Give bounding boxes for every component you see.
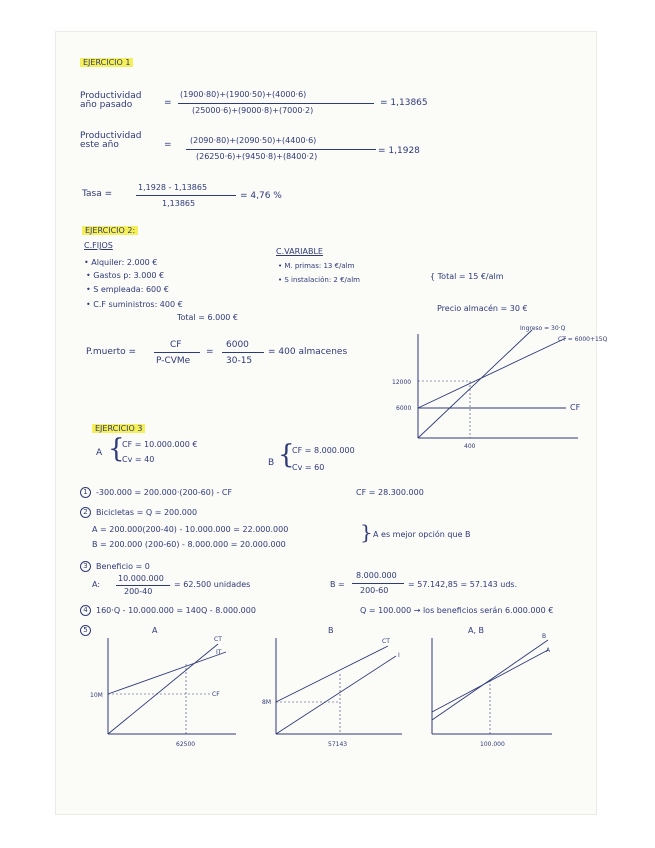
graph-title: A, B bbox=[468, 626, 485, 635]
q2-title: Bicicletas = Q = 200.000 bbox=[96, 508, 198, 517]
tasa-numerator: 1,1928 - 1,13865 bbox=[138, 183, 208, 192]
q1-equation: -300.000 = 200.000·(200-60) - CF bbox=[96, 488, 233, 497]
brace: } bbox=[360, 520, 373, 544]
break-even-den-values: 30-15 bbox=[226, 356, 253, 366]
option-b-variable-cost: Cv = 60 bbox=[292, 463, 325, 472]
fraction-bar bbox=[116, 585, 170, 586]
q3-b-label: B = bbox=[330, 580, 345, 589]
graph-title: A bbox=[152, 626, 158, 635]
q2-option-b: B = 200.000 (200-60) - 8.000.000 = 20.000.000 bbox=[92, 540, 286, 549]
x-tick-label: 57143 bbox=[328, 741, 348, 748]
total-cost-line bbox=[276, 646, 388, 702]
total-cost-line bbox=[108, 652, 226, 694]
fraction-bar bbox=[352, 583, 404, 584]
fraction-bar bbox=[186, 149, 376, 150]
graph-option-b bbox=[256, 624, 416, 754]
q3-b-denominator: 200-60 bbox=[360, 586, 389, 595]
q3-a-numerator: 10.000.000 bbox=[118, 574, 164, 583]
fixed-cost-line-label: CF bbox=[570, 403, 581, 412]
q3-title: Beneficio = 0 bbox=[96, 562, 150, 571]
question-number: 5 bbox=[80, 625, 91, 636]
x-tick-label: 100.000 bbox=[480, 741, 505, 748]
x-tick-label: 62500 bbox=[176, 741, 196, 748]
fraction-bar bbox=[222, 352, 264, 353]
graph-title: B bbox=[328, 626, 334, 635]
option-b-label: B bbox=[268, 458, 275, 468]
productivity-this-year-numerator: (2090·80)+(2090·50)+(4400·6) bbox=[190, 136, 317, 145]
total-cost-line-label: CT = 6000+15Q bbox=[558, 336, 608, 343]
question-number: 1 bbox=[80, 487, 91, 498]
graph-comparison bbox=[418, 624, 568, 754]
exercise-3-heading: EJERCICIO 3 bbox=[92, 424, 145, 433]
warehouse-price: Precio almacén = 30 € bbox=[437, 304, 528, 313]
productivity-this-year-result: = 1,1928 bbox=[378, 146, 420, 156]
break-even-num-formula: CF bbox=[170, 340, 182, 350]
productivity-last-year-label: Productividad año pasado bbox=[80, 91, 142, 111]
revenue-line bbox=[108, 644, 218, 734]
variable-cost-item: • M. primas: 13 €/alm bbox=[278, 262, 355, 270]
q3-a-result: = 62.500 unidades bbox=[174, 580, 251, 589]
question-number: 3 bbox=[80, 561, 91, 572]
revenue-line bbox=[418, 330, 532, 438]
graph-option-a bbox=[86, 624, 256, 754]
productivity-this-year-label: Productividad este año bbox=[80, 131, 142, 151]
q1-result: CF = 28.300.000 bbox=[356, 488, 424, 497]
revenue-line-label: Ingreso = 30·Q bbox=[520, 325, 566, 332]
fixed-cost-item: • C.F suministros: 400 € bbox=[86, 300, 183, 309]
option-a-variable-cost: Cv = 40 bbox=[122, 455, 155, 464]
tasa-result: = 4,76 % bbox=[240, 191, 282, 201]
y-tick-label: 12000 bbox=[392, 379, 412, 386]
fixed-cost-item: • Alquiler: 2.000 € bbox=[84, 258, 158, 267]
q3-a-denominator: 200-40 bbox=[124, 587, 153, 596]
y-tick-label: 10M bbox=[90, 692, 103, 699]
productivity-last-year-numerator: (1900·80)+(1900·50)+(4000·6) bbox=[180, 90, 307, 99]
q3-a-label: A: bbox=[92, 580, 101, 589]
tasa-denominator: 1,13865 bbox=[162, 199, 196, 208]
option-a-fixed-cost: CF = 10.000.000 € bbox=[122, 440, 198, 449]
brace: { bbox=[108, 434, 125, 464]
fraction-bar bbox=[178, 103, 374, 104]
variable-costs-total: { Total = 15 €/alm bbox=[430, 272, 504, 281]
equals-sign: = bbox=[206, 347, 214, 357]
q4-result: Q = 100.000 → los beneficios serán 6.000.000 € bbox=[360, 606, 554, 615]
q3-b-result: = 57.142,85 = 57.143 uds. bbox=[408, 580, 518, 589]
exercise-1-heading: EJERCICIO 1 bbox=[80, 58, 133, 67]
revenue-line bbox=[276, 656, 396, 734]
variable-cost-item: • S instalación: 2 €/alm bbox=[278, 276, 360, 284]
break-even-label: P.muerto = bbox=[86, 347, 137, 357]
productivity-last-year-result: = 1,13865 bbox=[380, 98, 428, 108]
fixed-cost-item: • S empleada: 600 € bbox=[86, 285, 169, 294]
fraction-bar bbox=[136, 195, 236, 196]
q2-option-a: A = 200.000(200-40) - 10.000.000 = 22.000.000 bbox=[92, 525, 289, 534]
exercise-2-heading: EJERCICIO 2: bbox=[82, 226, 138, 235]
line-label: I bbox=[398, 652, 400, 659]
break-even-result: = 400 almacenes bbox=[268, 347, 348, 357]
option-a-label: A bbox=[96, 448, 103, 458]
q4-equation: 160·Q - 10.000.000 = 140Q - 8.000.000 bbox=[96, 606, 256, 615]
line-label: B bbox=[542, 633, 547, 640]
option-b-fixed-cost: CF = 8.000.000 bbox=[292, 446, 355, 455]
line-label: A bbox=[546, 647, 551, 654]
equals-sign: = bbox=[164, 140, 172, 150]
variable-costs-title: C.VARIABLE bbox=[276, 247, 323, 256]
break-even-den-formula: P-CVMe bbox=[156, 356, 191, 366]
q3-b-numerator: 8.000.000 bbox=[356, 571, 397, 580]
question-number: 2 bbox=[80, 507, 91, 518]
y-tick-label: 8M bbox=[262, 699, 271, 706]
line-label: CT bbox=[214, 636, 222, 643]
productivity-this-year-denominator: (26250·6)+(9450·8)+(8400·2) bbox=[196, 152, 318, 161]
fraction-bar bbox=[154, 352, 200, 353]
question-number: 4 bbox=[80, 605, 91, 616]
y-tick-label: 6000 bbox=[396, 405, 412, 412]
line-label: IT bbox=[216, 649, 222, 656]
brace: { bbox=[278, 440, 295, 470]
fixed-costs-title: C.FIJOS bbox=[84, 241, 113, 250]
equals-sign: = bbox=[164, 98, 172, 108]
line-label: CT bbox=[382, 638, 390, 645]
q2-conclusion: A es mejor opción que B bbox=[373, 530, 471, 539]
break-even-graph bbox=[380, 318, 608, 458]
fixed-costs-total: Total = 6.000 € bbox=[177, 313, 239, 322]
fixed-cost-label: CF bbox=[212, 691, 220, 698]
fixed-cost-item: • Gastos p: 3.000 € bbox=[86, 271, 165, 280]
productivity-last-year-denominator: (25000·6)+(9000·8)+(7000·2) bbox=[192, 106, 314, 115]
tasa-label: Tasa = bbox=[82, 189, 113, 199]
total-cost-line bbox=[418, 338, 566, 408]
x-tick-label: 400 bbox=[464, 443, 476, 450]
break-even-num-values: 6000 bbox=[226, 340, 249, 350]
